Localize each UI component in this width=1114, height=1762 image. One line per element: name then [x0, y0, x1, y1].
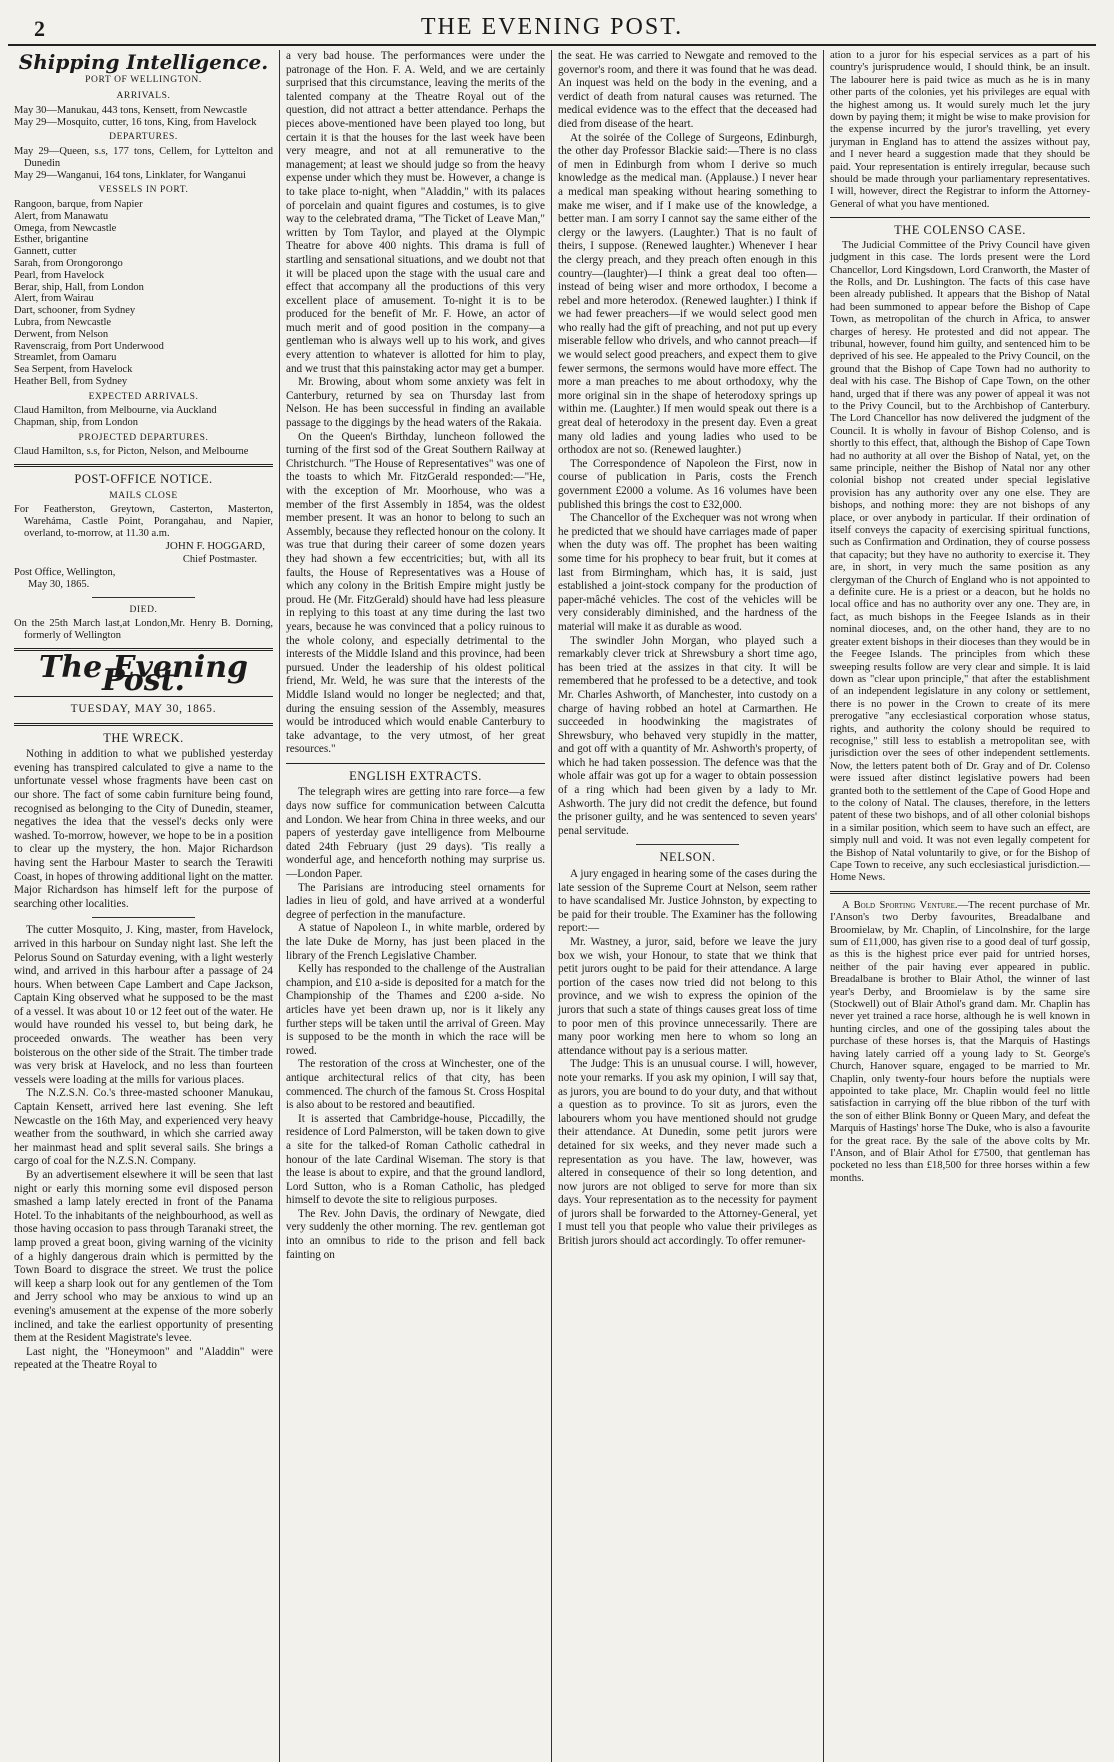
arrival-entry: May 29—Mosquito, cutter, 16 tons, King, from Havelock — [14, 116, 257, 128]
notice-date: May 30, 1865. — [28, 578, 90, 590]
divider — [92, 597, 196, 598]
shipping-heading: Shipping Intelligence. — [18, 50, 269, 74]
vessel-entry: Alert, from Wairau — [14, 293, 94, 305]
wreck-paragraph: By an advertisement elsewhere it will be seen that last night or early this morning some evil disposed person smashed a lamp lately erected in front of the Panama Hotel. To the inhabitants of the neighbourhood, as well as those having occasion to pass through Taranaki street, the lamp proved a great boon, giving warning of the vicinity of a highly dangerous drain which is permitted by the Town Board to disgrace the street. We trust the police will keep a sharp look out for any gentlemen of the Tom and Jerry school who may be anxious to wind up an evening's amusement at the expense of the more soberly inclined, and take the earliest opportunity of presenting them at the Resident Magistrate's levee. — [14, 1169, 273, 1345]
departure-entry: May 29—Queen, s.s, 177 tons, Cellem, for Lyttelton and Dunedin — [14, 145, 273, 169]
article-paragraph: At the soirée of the College of Surgeons, Edinburgh, the other day Professor Blackie said:—There is no class of men in Edinburgh from whom I derive so much knowledge as the medical man. (Applause.) I never hear a medical man speaking without hearing something to make me wiser, and if I make use of the knowledge, a better man. I am sorry I cannot say the same either of the clergy or the lawyers. (Laughter.) That is no fault of theirs, I suppose. (Renewed laughter.) Whenever I hear the clergy preach, and they preach often enough in this country—(laughter)—I think a great deal too often—instead of being wiser and more orthodox, I become a rebel and more heterodox. (Renewed laughter.) I think if we had fewer preachers—if we would select good men who really had the gift of preaching, and not put up every miserable fellow who drivels, and who cannot preach—if we would select good preachers, and expect them to give fewer sermons, the sermons would have more effect. The more a man preaches to me about orthodoxy, why the more original sin in the shape of heterodoxy springs up within me. (Laughter.) If men would speak out there is a great deal of heterodoxy in the present day. Even a great many old ladies and young ladies who used to be orthodox are not so. (Renewed laughter.) — [558, 131, 817, 457]
projected-label: PROJECTED DEPARTURES. — [78, 432, 209, 443]
colenso-paragraph: The Judicial Committee of the Privy Council have given judgment in this case. The lords present were the Lord Chancellor, Lord Kingsdown, Lord Cranworth, the Master of the Rolls, and Dr. Lushington. The facts of this case have been already published. It appears that the Bishop of Natal had been summoned to appear before the Bishop of Cape Town, as metropolitan of the church in Africa, to answer charges of heresy. He protested and did not appear. The tribunal, however, found him guilty, and sentenced him to be deprived of his see. He appealed to the Privy Council, on the ground that the Bishop of Cape Town had no authority to deal with his case. The Bishop of Cape Town, on the other hand, urged that if there was any power of appeal it was not to the Privy Council, but to the Archbishop of Canterbury. The Lord Chancellor has now delivered the judgment of the Council. It is wholly in favour of Bishop Colenso, and is shortly to this effect, that, although the Bishop of Cape Town had no authority at all over the Bishop of Natal, yet, on the same principle, neither the Bishop of Natal nor any other colonial bishop not created under special legislative provision has any authority over any one else. They are bishops, and nothing more: they are not bishops of any place, or over anybody in particular. If their ordination of itself conveys the capacity of exercising spiritual functions, such as Confirmation and Ordination, they of course possess that capacity; but they have no authority to exercise it. They are, in short, in very much the same position as any clergyman of the Church of England who is not appointed to a definite cure. He is a priest or a deacon, but he holds no local office and has no authority over any one. They are, in fact, as much bishops in the Feegee Islands as in their nominal dioceses, and, on the other hand, they are to no greater extent bishops in their dioceses than they would be in the Feegee Islands. The principles from which these sweeping results follow are very clear and simple. It is laid down as "clear upon principle," that after the establishment of an independent legislature in any colony or settlement, there is no power in the Crown to create of its mere prerogative "any ecclesiastical corporation whose status, rights, and authority the colony should be required to recognise," still less to establish a metropolitan see, with jurisdiction over the sees of other independent settlements. Now, the letters patent both of Dr. Gray and of Dr. Colenso were issued after distinct legislative powers had been granted both to the settlement of the Cape of Good Hope and to the colony of Natal. The clauses, therefore, in the letters patent of these two bishops, and of all other colonial bishops in a similar position, which seem to have such an effect, are simply null and void. It was not even legally competent for the Bishop of Natal voluntarily to give, or for the Bishop of Cape Town to receive, any such ecclesiastical jurisdiction.—Home News. — [830, 239, 1090, 884]
article-paragraph: ation to a juror for his especial services as a part of his country's jurisprudence would, I should think, be an insult. The labourer here is paid twice as much as he is in many other parts of the colonies, yet his privileges are equal with the highest among us. It would surely much let the jury down by paying them; it might be wise to make provision for the expense incurred by the juror's travelling, yet every juryman in England has to attend the assizes without pay, and I never heard a suggestion made that they should be paid. Your representation is entirely irregular, because such should be made through your parliamentary representatives. I will, however, direct the Registrar to inform the Attorney-General of what you have mentioned. — [830, 50, 1090, 210]
wreck-paragraph: The N.Z.S.N. Co.'s three-masted schooner Manukau, Captain Kensett, arrived here last evening. She left Newcastle on the 16th May, and experienced very heavy weather from the southward, in which she carried away her mainmast head and split several sails. She brings a cargo of coal for the N.Z.S.N. Company. — [14, 1087, 273, 1168]
vessel-entry: Sarah, from Orongorongo — [14, 257, 123, 269]
notice-signature: JOHN F. HOGGARD, — [165, 539, 265, 552]
page-header — [8, 10, 1096, 46]
died-wrap — [14, 618, 273, 642]
vessel-entry: Derwent, from Nelson — [14, 328, 109, 340]
post-office-notice-body-wrap — [14, 504, 273, 539]
column-3 — [552, 50, 824, 1762]
english-extracts-headline: ENGLISH EXTRACTS. — [349, 768, 482, 783]
arrival-entry: May 30—Manukau, 443 tons, Kensett, from Newcastle — [14, 104, 247, 116]
column-1 — [8, 50, 280, 1762]
wreck-paragraph: Nothing in addition to what we published yesterday evening has transpired calculated to give a name to the unfortunate vessel whose fragments have been cast on our shore. The fact of some cabin furniture being found, recognised as belonging to the City of Dunedin, steamer, negatives the idea that the vessel's decks only were washed. To-morrow, however, we hope to be in a position to clear up the mystery, the hon. Major Richardson having sent the Harbour Master to search the Terawiti Coast, in hopes of throwing additional light on the matter. Major Richardson has himself left for the purpose of searching other localities. — [14, 748, 273, 910]
divider — [286, 763, 545, 764]
notice-signature-title: Chief Postmaster. — [182, 554, 257, 566]
died-label: DIED. — [129, 604, 158, 615]
vessel-entry: Gannett, cutter — [14, 246, 77, 258]
vessel-entry: Pearl, from Havelock — [14, 269, 105, 281]
vessel-entry: Omega, from Newcastle — [14, 222, 117, 234]
column-2 — [280, 50, 552, 1762]
in-port-list — [14, 199, 273, 388]
issue-date: TUESDAY, MAY 30, 1865. — [70, 703, 217, 716]
divider — [92, 917, 196, 918]
masthead-title: The Evening Post. — [38, 649, 249, 699]
port-heading: PORT OF WELLINGTON. — [85, 74, 202, 85]
browing-paragraph: Mr. Browing, about whom some anxiety was felt in Canterbury, returned by sea on Thursday last from Nelson. He has been successful in finding an available passage to the diggings by the head waters of the Rakaia. — [286, 376, 545, 430]
extract-paragraph: The restoration of the cross at Winchester, one of the antique architectural relics of that city, has been commenced. The church of the famous St. Cross Hospital is also about to be restored and beautified. — [286, 1058, 545, 1112]
post-office-notice-title: POST-OFFICE NOTICE. — [74, 472, 213, 487]
divider — [830, 217, 1090, 218]
vessel-entry: Heather Bell, from Sydney — [14, 375, 128, 387]
departures-label: DEPARTURES. — [109, 132, 178, 143]
page-number: 2 — [34, 16, 45, 41]
post-office-notice-body: For Featherston, Greytown, Casterton, Masterton, Wareháma, Castle Point, Porangahau, and Napier, overland, to-morrow, at 11.30 a.m. — [14, 504, 273, 540]
divider — [14, 464, 273, 467]
sporting-lead: A Bold Sporting Venture. — [842, 899, 958, 911]
notice-place: Post Office, Wellington, — [14, 567, 116, 579]
theatre-paragraph: a very bad house. The performances were under the patronage of the Hon. F. A. Weld, and we are certainly surprised that this circumstance, leaving the merits of the talented company at the Theatre Royal out of the question, did not attract a better attendance. Perhaps the pieces above-mentioned have been played too long, but certain it is that the houses for the last week have been very meagre, and not at all remunerative to the management; at least we should judge so from the heavy expense under which they must be. However, a change is to take place to-night, when "Aladdin," with its palaces of porcelain and quaint figures and costumes, is to give way to the celebrated drama, "The Ticket of Leave Man," written by Tom Taylor, and played at the Olympic Theatre for above 400 nights. This drama is full of startling and sensational situations, and we doubt not that it will be placed upon the stage with the usual care and effect that accompany all the productions of this very excellent place of amusement. To-night it is to be produced for the benefit of Mr. F. Howe, an actor of much merit and of good position in the company—a gentleman who is always well up to his work, and gives every attention to whatever is allotted for him to play, and we trust that this painstaking actor may get a bumper. — [286, 50, 545, 375]
expected-label: EXPECTED ARRIVALS. — [88, 391, 199, 402]
expected-list — [14, 405, 273, 429]
vessel-entry: Rangoon, barque, from Napier — [14, 198, 143, 210]
vessel-entry: Ravenscraig, from Port Underwood — [14, 340, 164, 352]
article-paragraph: the seat. He was carried to Newgate and removed to the governor's room, and there it was found that he was dead. An inquest was held on the body in the evening, and a verdict of death from natural causes was returned. The medical evidence was to the effect that the deceased had died from disease of the heart. — [558, 50, 817, 130]
article-paragraph: The Correspondence of Napoleon the First, now in course of publication in Paris, costs the French government £2000 a volume. As 16 volumes have been published this brings the cost to £32,000. — [558, 457, 817, 511]
projected-entry: Claud Hamilton, s.s, for Picton, Nelson, and Melbourne — [14, 446, 249, 458]
extract-paragraph: Kelly has responded to the challenge of the Australian champion, and £10 a-side is deposited for a match for the Championship of the Thames and £200 a-side. No articles have yet been drawn up, nor is it likely any further steps will be taken until the arrival of Green. May is supposed to be the month in which the race will be rowed. — [286, 963, 545, 1057]
extract-paragraph: The telegraph wires are getting into rare force—a few days now suffice for communication between Calcutta and London. We hear from China in three weeks, and our papers of yesterday gave intelligence from Melbourne dated 24th February (just 29 days). 'Tis really a wonderful age, and henceforth nothing may surprise us.—London Paper. — [286, 786, 545, 881]
died-notice: On the 25th March last,at London,Mr. Henry B. Dorning, formerly of Wellington — [14, 618, 273, 642]
sporting-paragraph — [830, 900, 1090, 1185]
notice-place-date — [14, 567, 273, 591]
divider — [830, 891, 1090, 894]
article-paragraph: The swindler John Morgan, who played such a remarkably clever trick at Shrewsbury a short time ago, has been tried at the assizes in that city. It will be remembered that he professed to be a detective, and took Mr. Charles Ashworth, of Manchester, into custody on a charge of having robbed an hotel at Carmarthen. He succeeded in hoodwinking the magistrates of Shrewsbury, who behaved very stupidly in the matter, and got off with a quantity of Mr. Ashworth's property, of which he had taken possession. The defence was that the whole affair was got up for a wager to obtain possession of a ring which had been given by a lady to Mr. Ashworth. The jury did not credit the defence, but found the prisoner guilty, and he was sentenced to seven years' penal servitude. — [558, 634, 817, 837]
railway-paragraph: On the Queen's Birthday, luncheon followed the turning of the first sod of the Great Southern Railway at Christchurch. "The House of Representatives" was one of the toasts to which Mr. FitzGerald responded:—"He, with the exception of Mr. Moorhouse, who was a member of the first Assembly in 1854, was the oldest member present. It was an honor to belong to such an Assembly, because they reflected honour on the colony. It was true that during their career of some dozen years they had shown a few eccentricities; but, with all its faults, the House of Representatives was a House of which any colony in the British Empire might justly be proud. He (Mr. FitzGerald) should have had less pleasure in replying to this toast at any time during the last two years, because he was convinced that a policy ruinous to the whole colony, and especially detrimental to the interests of the Middle Island and this province, had been pursued. Under the leadership of his oldest political friend, Mr. Weld, he was sure that the interests of the Middle Island would no longer be neglected; and that, during the ensuing session of the Assembly, measures would be introduced which would enable Canterbury to take advantage, to the very utmost, of her great resources." — [286, 430, 545, 756]
nelson-paragraph: Mr. Wastney, a juror, said, before we leave the jury box we wish, your Honour, to state that we think that petit jurors ought to be paid for their attendance. A large portion of the cases now tried did not belong to this province, and we wish to express the opinion of the jurors that such a state of things causes great loss of time to poor men of this province unnecessarily. There are many poor working men here to whom so long an attendance without pay is a serious matter. — [558, 936, 817, 1057]
extract-paragraph: The Rev. John Davis, the ordinary of Newgate, died very suddenly the other morning. The rev. gentleman got into an omnibus to ride to the prison and fell back fainting on — [286, 1207, 545, 1261]
wreck-paragraph: Last night, the "Honeymoon" and "Aladdin" were repeated at the Theatre Royal to — [14, 1345, 273, 1372]
divider — [14, 723, 273, 726]
column-4 — [824, 50, 1096, 1762]
mails-close-label: MAILS CLOSE — [109, 490, 178, 501]
wreck-paragraph: The cutter Mosquito, J. King, master, from Havelock, arrived in this harbour on Sunday night last. She left the Pelorus Sound on Saturday evening, with a light westerly wind, and arrived in this harbour after a passage of 24 hours. When between Cape Lambert and Cape Jackson, Captain King observed what he supposed to be the mast of a vessel. It was about 10 or 12 feet out of the water. He would have rounded his vessel to, but being dark, he proceeded onwards. The weather has been very boisterous on the other side of the Strait. The timber trade was very brisk at Havelock, and no less than fourteen vessels were loading at the mills for various places. — [14, 924, 273, 1086]
nelson-headline: NELSON. — [659, 850, 716, 865]
extract-paragraph: A statue of Napoleon I., in white marble, ordered by the late Duke de Morny, has just been placed in the library of the French Legislative Chamber. — [286, 922, 545, 962]
vessel-entry: Dart, schooner, from Sydney — [14, 305, 136, 317]
arrivals-label: ARRIVALS. — [116, 91, 171, 102]
sporting-body: —The recent purchase of Mr. I'Anson's two Derby favourites, Breadalbane and Broomielaw, by Mr. Chaplin, of Lincolnshire, for the large sum of £11,000, has given rise to a good deal of turf gossip, as this is the highest price ever paid for untried horses, neither of the pair having ever appeared in public. Breadalbane is brother to Blair Athol, the winner of last year's Derby, and Broomielaw is by the same sire (Stockwell) out of Blair Athol's grand dam. Mr. Chaplin has never yet trained a race horse, although he is well known in hunting circles, and one of the gossiping tales about the purchase of these horses is, that the Marquis of Hastings having lately carried off a young lady to St. George's Church, Hanover square, engaged to be married to Mr. Chaplin, only twenty-four hours before the nuptials were appointed to take place, Mr. Chaplin would feel no little satisfaction in carrying off the blue ribbon of the turf with the son of either Blink Bonny or Queen Mary, and defeat the Marquis of Hastings' horse The Duke, who is also a favourite for the great race. By the sale of the above colts by Mr. I'Anson, and of Blair Athol for £7500, that gentleman has pocketed no less than £18,500 for three horses within a few months. — [830, 899, 1091, 1184]
wreck-headline: THE WRECK. — [103, 730, 184, 745]
arrivals-list — [14, 105, 273, 129]
in-port-label: VESSELS IN PORT. — [98, 185, 189, 196]
nelson-paragraph: The Judge: This is an unusual course. I will, however, note your remarks. If you ask my opinion, I will say that, as jurors, you are bound to do your duty, and that without a question as to province. To sit as jurors, even the labourers whom you have mentioned should not grudge their attendance. At Dunedin, some petit jurors were detained for six weeks, and they never made such a representation as you have. The law, however, was altered in consequence of their so long detention, and now jurors are not obliged to serve for more than six days. Your representation as to the necessity for payment of jurors shall be forwarded to the Attorney-General, yet I must tell you that people who value their privileges as British jurors should act accordingly. To offer remuner- — [558, 1058, 817, 1248]
extract-paragraph: The Parisians are introducing steel ornaments for ladies in lieu of gold, and have arrived at a wonderful degree of perfection in the manufacture. — [286, 881, 545, 921]
expected-entry: Chapman, ship, from London — [14, 417, 138, 429]
divider — [636, 844, 740, 845]
departure-entry: May 29—Wanganui, 164 tons, Linklater, for Wanganui — [14, 169, 246, 181]
nelson-paragraph: A jury engaged in hearing some of the cases during the late session of the Supreme Court at Nelson, seem rather to have scandalised Mr. Justice Johnston, by expecting to be paid for their trouble. The Examiner has the following report:— — [558, 868, 817, 935]
extract-paragraph: It is asserted that Cambridge-house, Piccadilly, the residence of Lord Palmerston, will be taken down to give a site for the talked-of Roman Catholic cathedral in honour of the late Cardinal Wiseman. The story is that the lease is about to expire, and that the ground landlord, Lord Sutton, who is a Roman Catholic, has pledged himself to devote the site to religious purposes. — [286, 1112, 545, 1207]
projected-list — [14, 446, 273, 458]
departures-list — [14, 146, 273, 181]
vessel-entry: Sea Serpent, from Havelock — [14, 364, 133, 376]
expected-entry: Claud Hamilton, from Melbourne, via Auckland — [14, 405, 217, 417]
vessel-entry: Alert, from Manawatu — [14, 210, 109, 222]
vessel-entry: Lubra, from Newcastle — [14, 316, 112, 328]
vessel-entry: Esther, brigantine — [14, 234, 89, 246]
vessel-entry: Berar, ship, Hall, from London — [14, 281, 144, 293]
article-paragraph: The Chancellor of the Exchequer was not wrong when he predicted that we should have carriages made of paper when the duty was off. The prophet has been waiting some time for his prophecy to bear fruit, but it comes at last from Birmingham, which has, it is said, just established a joint-stock company for the production of paper-mâché vehicles. The cost of the vehicles will be very considerably diminished, and the hardness of the material will make it as durable as wood. — [558, 512, 817, 633]
vessel-entry: Streamlet, from Oamaru — [14, 352, 117, 364]
colenso-headline: THE COLENSO CASE. — [894, 223, 1026, 238]
paper-title: THE EVENING POST. — [420, 14, 684, 40]
